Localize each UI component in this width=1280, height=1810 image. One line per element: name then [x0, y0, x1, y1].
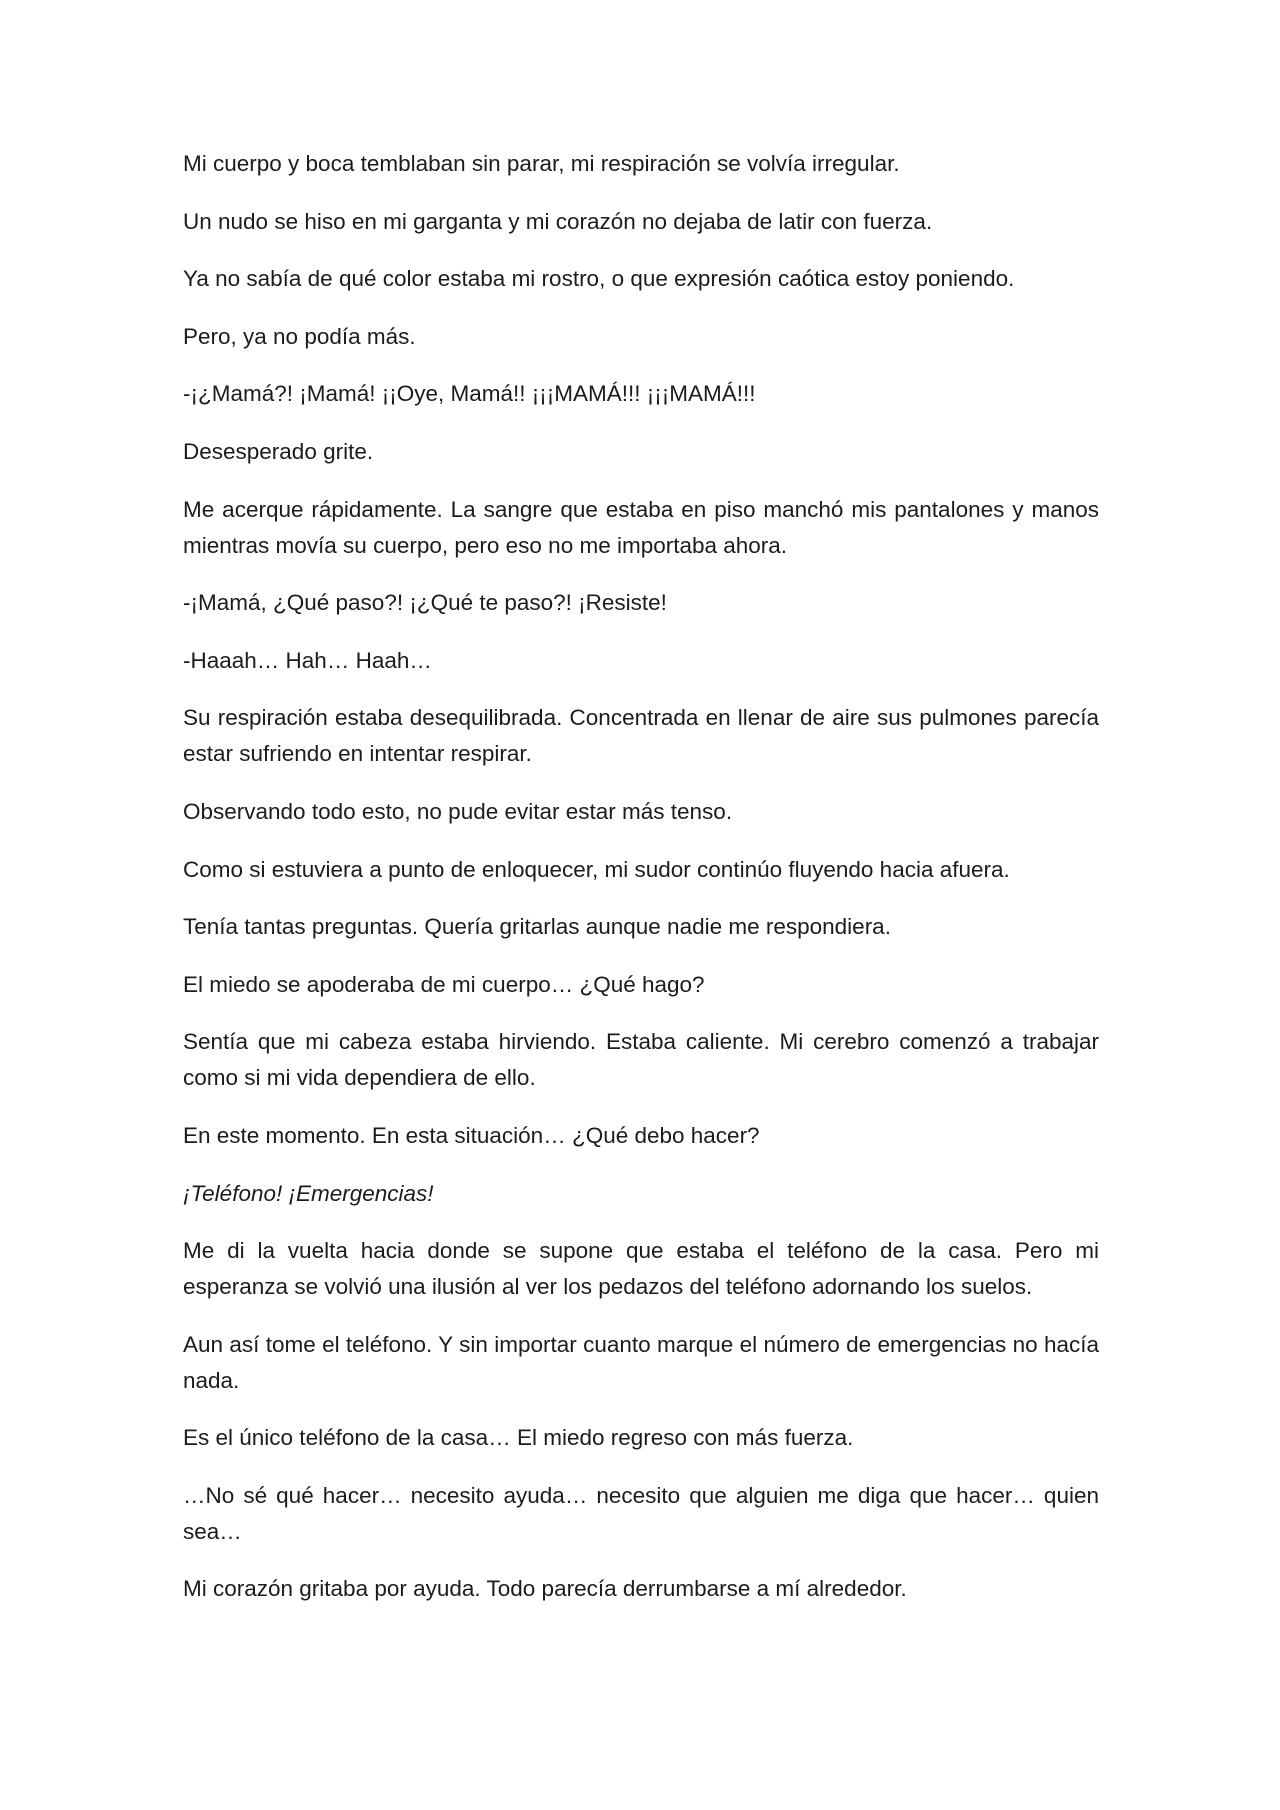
paragraph: Tenía tantas preguntas. Quería gritarlas aunque nadie me respondiera.: [183, 914, 891, 940]
paragraph: Como si estuviera a punto de enloquecer, mi sudor continúo fluyendo hacia afuera.: [183, 856, 1010, 882]
paragraph: Mi cuerpo y boca temblaban sin parar, mi respiración se volvía irregular.: [183, 151, 900, 176]
paragraph: Ya no sabía de qué color estaba mi rostro, o que expresión caótica estoy poniendo.: [183, 266, 1015, 292]
paragraph: El miedo se apoderaba de mi cuerpo… ¿Qué hago?: [183, 971, 705, 997]
paragraph: …No sé qué hacer… necesito ayuda… necesito que alguien me diga que hacer… quien sea…: [183, 1482, 1099, 1544]
paragraph: Es el único teléfono de la casa… El miedo regreso con más fuerza.: [183, 1425, 854, 1451]
paragraph: En este momento. En esta situación… ¿Qué debo hacer?: [183, 1122, 760, 1148]
paragraph: Su respiración estaba desequilibrada. Concentrada en llenar de aire sus pulmones parecía estar sufriendo en intentar respirar.: [183, 705, 1099, 767]
paragraph: Observando todo esto, no pude evitar estar más tenso.: [183, 798, 733, 824]
paragraph: -¡¿Mamá?! ¡Mamá! ¡¡Oye, Mamá!! ¡¡¡MAMÁ!!! ¡¡¡MAMÁ!!!: [183, 381, 756, 407]
paragraph: Desesperado grite.: [183, 438, 374, 464]
paragraph: Un nudo se hiso en mi garganta y mi corazón no dejaba de latir con fuerza.: [183, 208, 933, 234]
paragraph: Pero, ya no podía más.: [183, 323, 416, 349]
paragraph: -Haaah… Hah… Haah…: [183, 647, 432, 673]
paragraph: Me acerque rápidamente. La sangre que estaba en piso manchó mis pantalones y manos mientras movía su cuerpo, pero eso no me importaba ahora.: [183, 496, 1099, 558]
paragraph-italic: ¡Teléfono! ¡Emergencias!: [183, 1180, 434, 1206]
document-body: [183, 146, 1099, 1629]
paragraph: Mi corazón gritaba por ayuda. Todo parecía derrumbarse a mí alrededor.: [183, 1576, 907, 1602]
paragraph: -¡Mamá, ¿Qué paso?! ¡¿Qué te paso?! ¡Resiste!: [183, 590, 667, 616]
paragraph: Me di la vuelta hacia donde se supone que estaba el teléfono de la casa. Pero mi esperanza se volvió una ilusión al ver los pedazos del teléfono adornando los suelos.: [183, 1238, 1099, 1300]
paragraph: Aun así tome el teléfono. Y sin importar cuanto marque el número de emergencias no hacía nada.: [183, 1331, 1099, 1393]
paragraph: Sentía que mi cabeza estaba hirviendo. Estaba caliente. Mi cerebro comenzó a trabajar como si mi vida dependiera de ello.: [183, 1029, 1099, 1091]
